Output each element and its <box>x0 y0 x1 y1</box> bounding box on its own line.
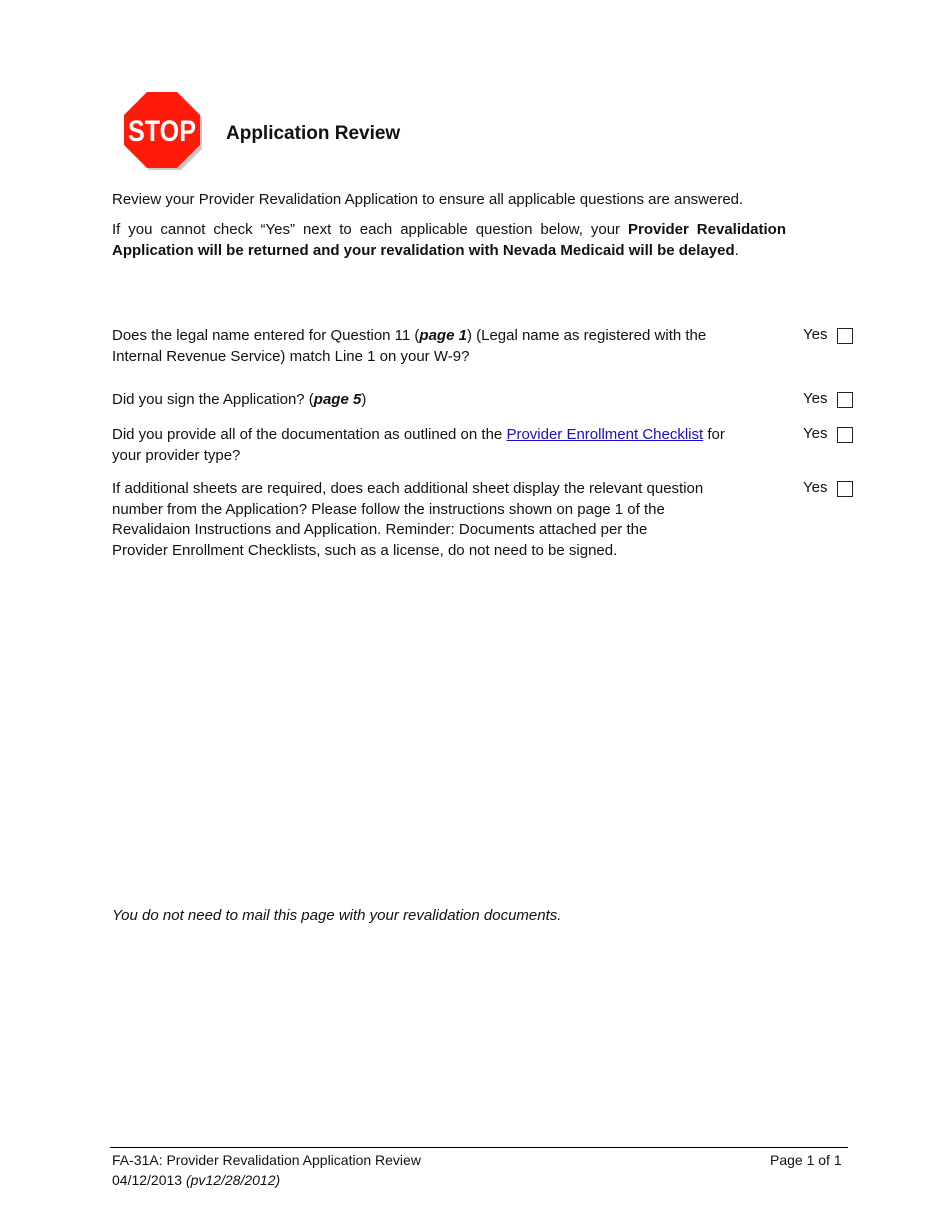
yes-checkbox-legal-name[interactable] <box>837 328 853 344</box>
question-legal-name: Does the legal name entered for Question 11 (page 1) (Legal name as registered with the Internal Revenue Service) match Line 1 on your W-9? <box>112 327 707 365</box>
yes-checkbox-documentation[interactable] <box>837 427 853 443</box>
page-number: Page 1 of 1 <box>770 1152 842 1168</box>
question-documentation: Did you provide all of the documentation as outlined on the Provider Enrollment Checklist for your provider type? <box>112 426 725 464</box>
yes-label: Yes <box>803 326 828 343</box>
provider-enrollment-checklist-link[interactable]: Provider Enrollment Checklist <box>506 426 704 443</box>
yes-checkbox-additional-sheets[interactable] <box>837 481 853 497</box>
footer-form-id: FA-31A: Provider Revalidation Application Review <box>112 1152 421 1168</box>
intro-text: Review your Provider Revalidation Application to ensure all applicable questions are answered. <box>112 191 744 208</box>
footer-divider <box>110 1147 848 1148</box>
warning-text: If you cannot check “Yes” next to each applicable question below, your Provider Revalidation Application will be returned and your revalidation with Nevada Medicaid will be delayed. <box>112 221 786 259</box>
footer-date: 04/12/2013 (pv12/28/2012) <box>112 1172 281 1188</box>
mailing-note: You do not need to mail this page with your revalidation documents. <box>112 907 562 924</box>
svg-text:STOP: STOP <box>128 115 196 148</box>
yes-label: Yes <box>803 390 828 407</box>
stop-sign-logo <box>124 92 202 170</box>
question-additional-sheets: If additional sheets are required, does each additional sheet display the relevant question number from the Application? Please follow the instructions shown on page 1 of the Revalidaion Instructions and Application. Reminder: Documents attached per the Provider Enrollment Checklists, such as a license, do not need to be signed. <box>112 480 704 559</box>
question-signature: Did you sign the Application? (page 5) <box>112 391 367 408</box>
yes-label: Yes <box>803 479 828 496</box>
page-title: Application Review <box>226 123 401 144</box>
yes-label: Yes <box>803 425 828 442</box>
yes-checkbox-signature[interactable] <box>837 392 853 408</box>
